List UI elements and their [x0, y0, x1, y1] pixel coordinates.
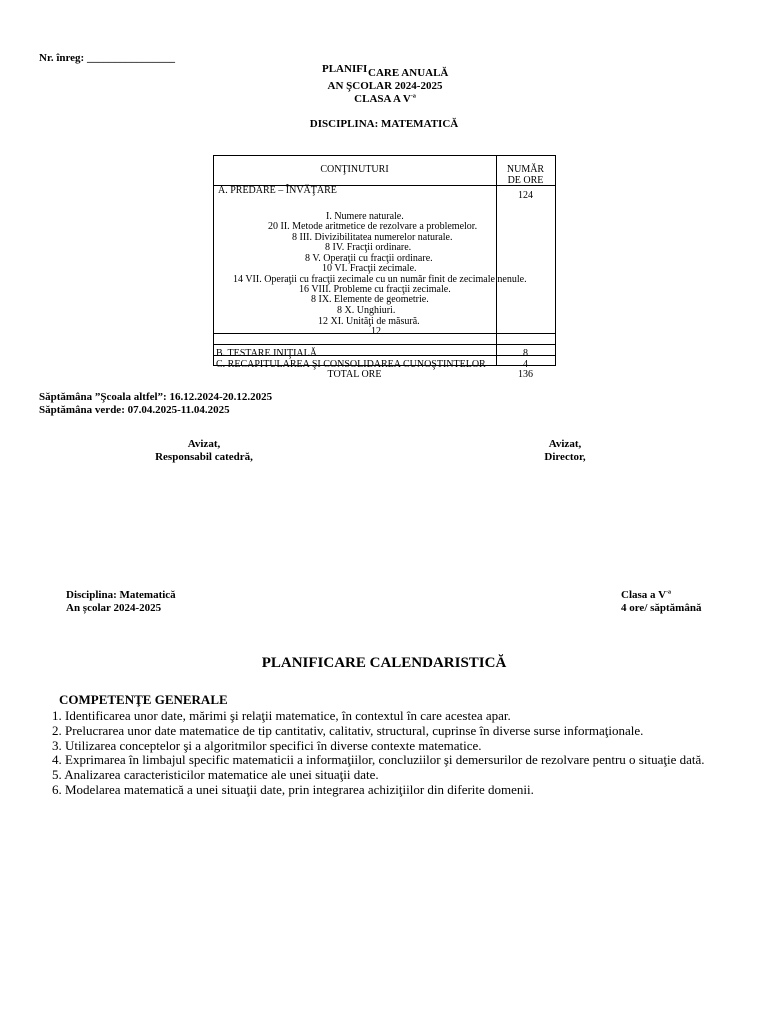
p2-school-year: An școlar 2024-2025 — [66, 602, 162, 614]
competence-item: 4. Exprimarea în limbajul specific matematicii a informaţiilor, concluziilor şi demersurilor de rezolvare pentru o situaţie dată. — [52, 752, 705, 767]
competences-title: COMPETENŢE GENERALE — [59, 692, 228, 707]
class-label: CLASA A $V^{-a}$ — [354, 93, 416, 105]
section-b-hours: 8 — [523, 348, 528, 359]
week-green: Săptămâna verde: 07.04.2025-11.04.2025 — [39, 404, 230, 416]
plan-title-part-b: CARE ANUALĂ — [368, 67, 449, 79]
chapter-line: 20 II. Metode aritmetice de rezolvare a problemelor. — [268, 221, 478, 232]
registration-number: Nr. înreg: ________________ — [39, 52, 175, 64]
table-header-hours-2: DE ORE — [507, 175, 544, 186]
chapter-line: 16 VIII. Probleme cu fracţii zecimale. — [299, 284, 451, 295]
chapter-line: 8 III. Divizibilitatea numerelor naturale. — [292, 232, 453, 243]
chapter-line: 8 V. Operaţii cu fracţii ordinare. — [305, 253, 433, 264]
director: Director, — [544, 451, 586, 463]
chapter-line: 12 XI. Unităţi de măsură. — [318, 316, 420, 327]
table-header-hours-1: NUMĂR — [506, 164, 545, 175]
competence-item: 2. Prelucrarea unor date matematice de tip cantitativ, calitativ, structural, cuprinse în diverse surse informaţionale. — [52, 723, 644, 738]
chapter-line: 8 IV. Fracţii ordinare. — [325, 242, 412, 253]
chapter-line: 8 X. Unghiuri. — [337, 305, 396, 316]
plan-title-part-a: PLANIFI — [322, 63, 368, 75]
total-label: TOTAL ORE — [327, 369, 382, 380]
discipline-title: DISCIPLINA: MATEMATICĂ — [309, 118, 459, 130]
week-school-other: Săptămâna ”Şcoala altfel”: 16.12.2024-20.12.2025 — [39, 391, 273, 403]
competence-item: 5. Analizarea caracteristicilor matematice ale unei situaţii date. — [52, 767, 379, 782]
chapter-line: 12 — [371, 326, 381, 337]
chapter-line: 14 VII. Operaţii cu fracţii zecimale cu un număr finit de zecimale nenule. — [233, 274, 527, 285]
calendar-title: PLANIFICARE CALENDARISTICĂ — [261, 655, 507, 671]
p2-weekly-hours: 4 ore/ săptămână — [621, 602, 702, 614]
p2-discipline: Disciplina: Matematică — [66, 589, 176, 601]
chapter-line: I. Numere naturale. — [326, 211, 404, 222]
chapter-line: 8 IX. Elemente de geometrie. — [311, 294, 429, 305]
table-header-contents: CONŢINUTURI — [320, 164, 389, 175]
section-c-hours: 4 — [523, 359, 528, 370]
responsabil-catedra: Responsabil catedră, — [155, 451, 253, 463]
section-b-label: B. TESTARE INIŢIALĂ — [216, 348, 317, 359]
competence-item: 1. Identificarea unor date, mărimi şi relaţii matematice, în contextul în care acestea apar. — [52, 708, 511, 723]
section-c-label: C. RECAPITULAREA ŞI CONSOLIDAREA CUNOŞTINTELOR — [216, 359, 486, 370]
p2-class: Clasa a $V^{-a}$ — [621, 589, 672, 601]
chapter-line: 10 VI. Fracţii zecimale. — [322, 263, 417, 274]
competence-item: 6. Modelarea matematică a unei situaţii date, prin integrarea achiziţiilor din diferite domenii. — [52, 782, 534, 797]
total-hours: 136 — [518, 369, 533, 380]
competence-item: 3. Utilizarea conceptelor şi a algoritmilor specifici în diverse contexte matematice. — [52, 738, 482, 753]
avizat-right: Avizat, — [548, 438, 582, 450]
avizat-left: Avizat, — [187, 438, 221, 450]
school-year: AN ŞCOLAR 2024-2025 — [327, 80, 443, 92]
section-a-label: A. PREDARE – ÎNVĂŢARE — [218, 185, 337, 196]
section-a-hours: 124 — [518, 190, 533, 201]
